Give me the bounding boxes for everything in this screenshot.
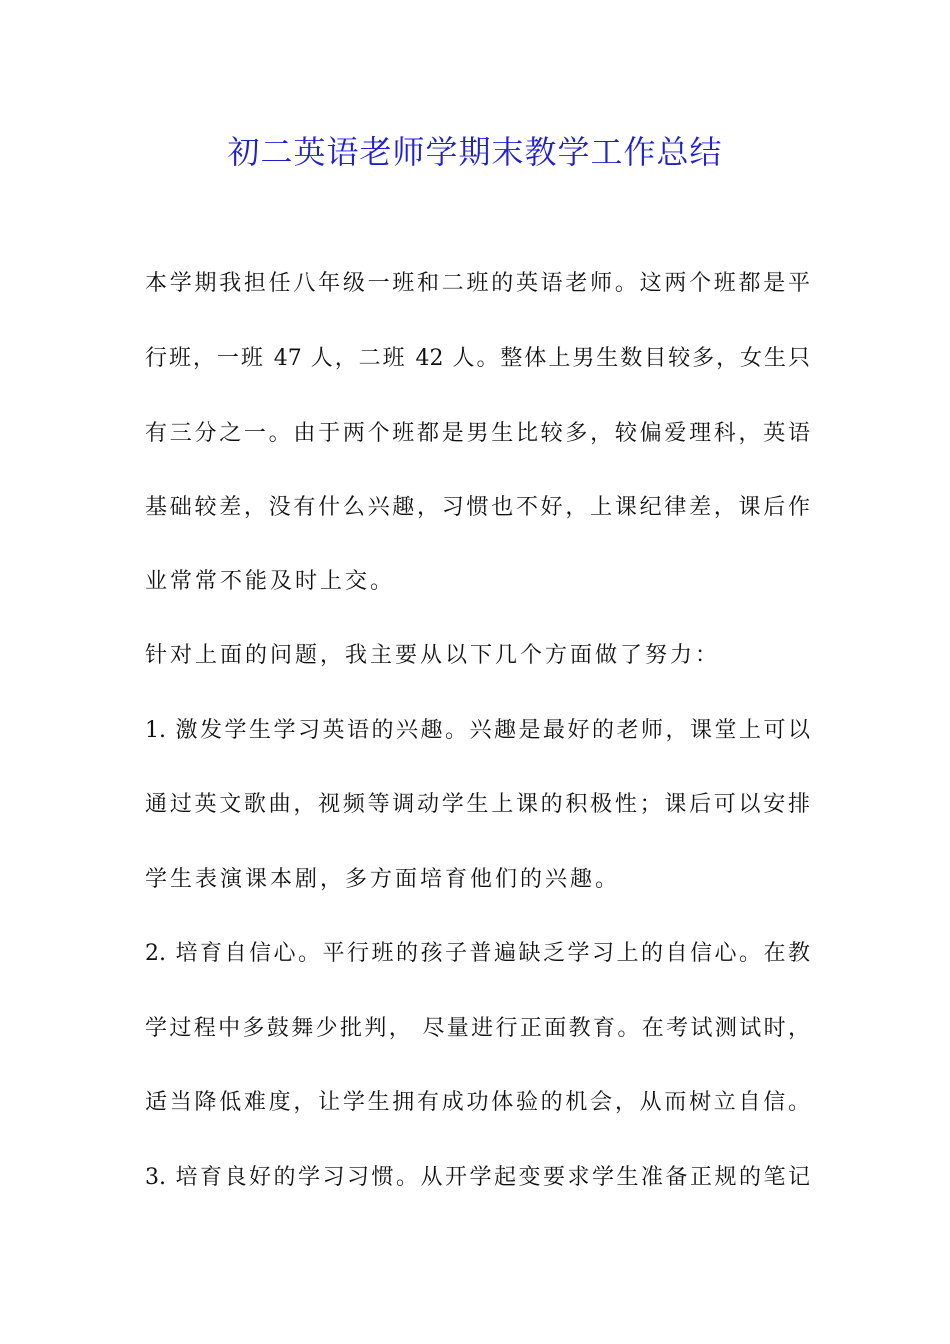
list-item-line: 1. 激发学生学习英语的兴趣。兴趣是最好的老师，课堂上可以 [145,718,810,743]
paragraph-line: 业常常不能及时上交。 [145,569,396,594]
paragraph-line: 行班，一班 47 人，二班 42 人。整体上男生数目较多，女生只 [145,346,810,371]
list-item-line: 学生表演课本剧，多方面培育他们的兴趣。 [145,867,621,892]
list-item-line: 适当降低难度，让学生拥有成功体验的机会，从而树立自信。 [145,1090,810,1115]
document-title: 初二英语老师学期末教学工作总结 [227,133,723,171]
list-item-line: 3. 培育良好的学习习惯。从开学起变要求学生准备正规的笔记 [145,1165,810,1190]
paragraph-line: 本学期我担任八年级一班和二班的英语老师。这两个班都是平 [145,271,810,296]
paragraph-line: 针对上面的问题，我主要从以下几个方面做了努力： [145,643,721,668]
paragraph-line: 有三分之一。由于两个班都是男生比较多，较偏爱理科，英语 [145,421,810,446]
list-item-line: 2. 培育自信心。平行班的孩子普遍缺乏学习上的自信心。在教 [145,941,810,966]
list-item-line: 学过程中多鼓舞少批判， 尽量进行正面教育。在考试测试时， [145,1016,810,1041]
list-item-line: 通过英文歌曲，视频等调动学生上课的积极性；课后可以安排 [145,792,810,817]
paragraph-line: 基础较差，没有什么兴趣，习惯也不好，上课纪律差，课后作 [145,495,810,520]
